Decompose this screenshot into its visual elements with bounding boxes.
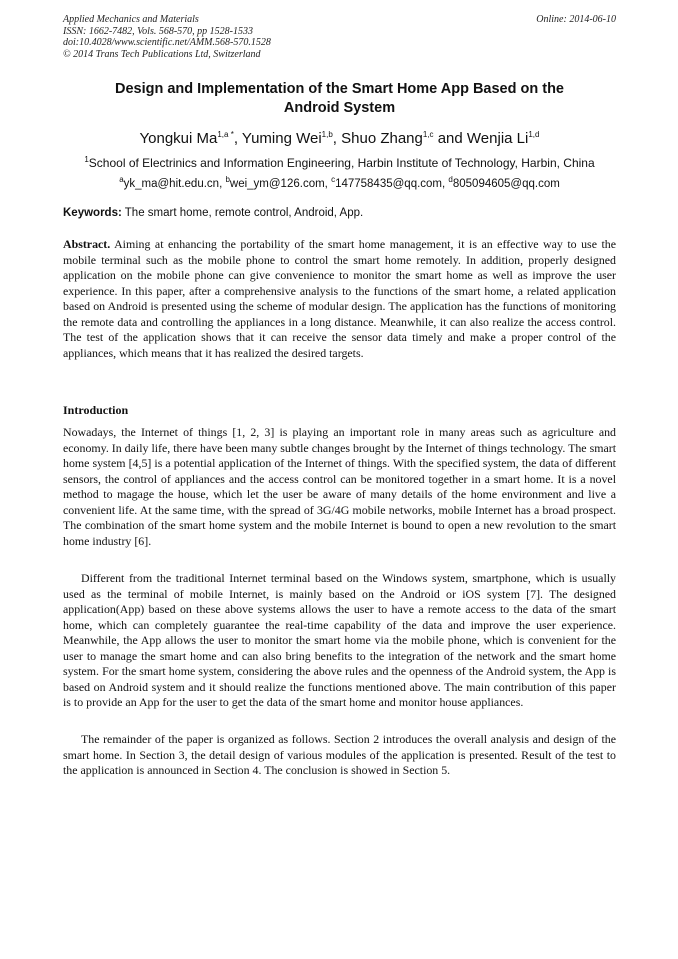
author-name: Wenjia Li xyxy=(466,130,529,147)
affiliation xyxy=(63,156,616,170)
doi-line: doi:10.4028/www.scientific.net/AMM.568-570.1528 xyxy=(63,37,271,48)
keywords-label: Keywords: xyxy=(63,207,122,219)
paragraph: Nowadays, the Internet of things [1, 2, 3] is playing an important role in many areas such as agriculture and economy. In daily life, there have been many subtle changes brought by the Internet of things technology. The smart home system [4,5] is a potential application of the Internet of things. With the specified system, the data of different sensors, the control of appliances and the access control can be monitored together in a smart home. It is a novel method to magage the house, which let the user be aware of many details of the home environment and live a convenient life. At the same time, with the spread of 3G/4G mobile networks, mobile Internet has a broad prospect. The combination of the smart home system and the mobile Internet is bound to open a new revolution to the smart home industry [6]. xyxy=(63,425,616,548)
email-mark: d xyxy=(448,175,453,185)
email-list xyxy=(63,175,616,190)
email-mark: a xyxy=(119,175,124,185)
email-mark: b xyxy=(225,175,230,185)
author-name: Yuming Wei xyxy=(241,130,322,147)
author-separator: and xyxy=(433,130,467,147)
email-address[interactable]: yk_ma@hit.edu.cn xyxy=(123,178,220,190)
keywords xyxy=(63,207,616,219)
author-name: Yongkui Ma xyxy=(139,130,218,147)
email-mark: c xyxy=(331,175,336,185)
paragraph: The remainder of the paper is organized as follows. Section 2 introduces the overall analysis and design of the smart home. In Section 3, the detail design of various modules of the application is presented. Result of the test to the application is announced in Section 4. The conclusion is showed in Section 5. xyxy=(63,732,616,777)
email-address[interactable]: 805094605@qq.com xyxy=(452,178,560,190)
affiliation-text: School of Electrinics and Information Engineering, Harbin Institute of Technology, Harbin, China xyxy=(88,156,595,170)
author-separator: , xyxy=(332,130,342,147)
author-list xyxy=(63,130,616,147)
email-separator: , xyxy=(442,178,449,190)
email-separator: , xyxy=(219,178,226,190)
author-affiliation-mark: 1,b xyxy=(321,130,333,139)
affiliation-mark: 1 xyxy=(84,155,89,164)
page-header xyxy=(63,14,616,60)
title-line-2: Android System xyxy=(283,100,396,116)
title-line-1: Design and Implementation of the Smart Home App Based on the xyxy=(114,81,564,97)
author-affiliation-mark: 1,d xyxy=(528,130,540,139)
author-separator: , xyxy=(233,130,242,147)
abstract-label: Abstract. xyxy=(63,237,111,251)
paper-title xyxy=(63,80,616,118)
online-date: Online: 2014-06-10 xyxy=(536,14,616,25)
email-address[interactable]: wei_ym@126.com xyxy=(229,178,325,190)
author-name: Shuo Zhang xyxy=(341,130,423,147)
email-address[interactable]: 147758435@qq.com xyxy=(335,178,443,190)
author-affiliation-mark: 1,c xyxy=(422,130,434,139)
paragraph: Different from the traditional Internet terminal based on the Windows system, smartphone, which is usually used as the terminal of mobile Internet, is mainly based on the Android or iOS system [7]. The designed application(App) based on these above systems allows the user to have a remote access to the data of the smart home, which can completely guarantee the real-time capability of the data and improve the user experience. Meanwhile, the App allows the user to monitor the smart home via the mobile phone, which is convenient for the user to manage the smart home and can also bring benefits to the integration of the network and the smart home system. For the smart home system, considering the above rules and the openness of the Android system, the App is based on Android system and it should realize the functions mentioned above. The main contribution of this paper is to provide an App for the user to get the data of the smart home and monitor house appliances. xyxy=(63,571,616,709)
copyright-line: © 2014 Trans Tech Publications Ltd, Switzerland xyxy=(63,48,261,60)
email-separator: , xyxy=(324,178,332,190)
abstract-text: Aiming at enhancing the portability of the smart home management, it is an effective way to use the mobile terminal such as the mobile phone to control the smart home remotely. In addition, properly designed application on the mobile phone can give convenience to monitor the smart home as well as improve the user experience. In this paper, after a comprehensive analysis to the functions of the smart home, a related application based on Android is presented using the scheme of modular design. The application has the functions of monitoring the remote data and controlling the appliances in a long distance. Meanwhile, it can also realize the access control. The test of the application shows that it can receive the sensor data timely and make a proper control of the appliances, which means that it has realized the desired targets. xyxy=(63,237,616,360)
author-affiliation-mark: 1,a * xyxy=(217,130,234,139)
section-heading: Introduction xyxy=(63,403,129,417)
keywords-text: The smart home, remote control, Android, App. xyxy=(121,207,364,219)
journal-name: Applied Mechanics and Materials xyxy=(63,14,199,25)
abstract xyxy=(63,237,616,361)
issn-line: ISSN: 1662-7482, Vols. 568-570, pp 1528-1533 xyxy=(63,25,253,37)
